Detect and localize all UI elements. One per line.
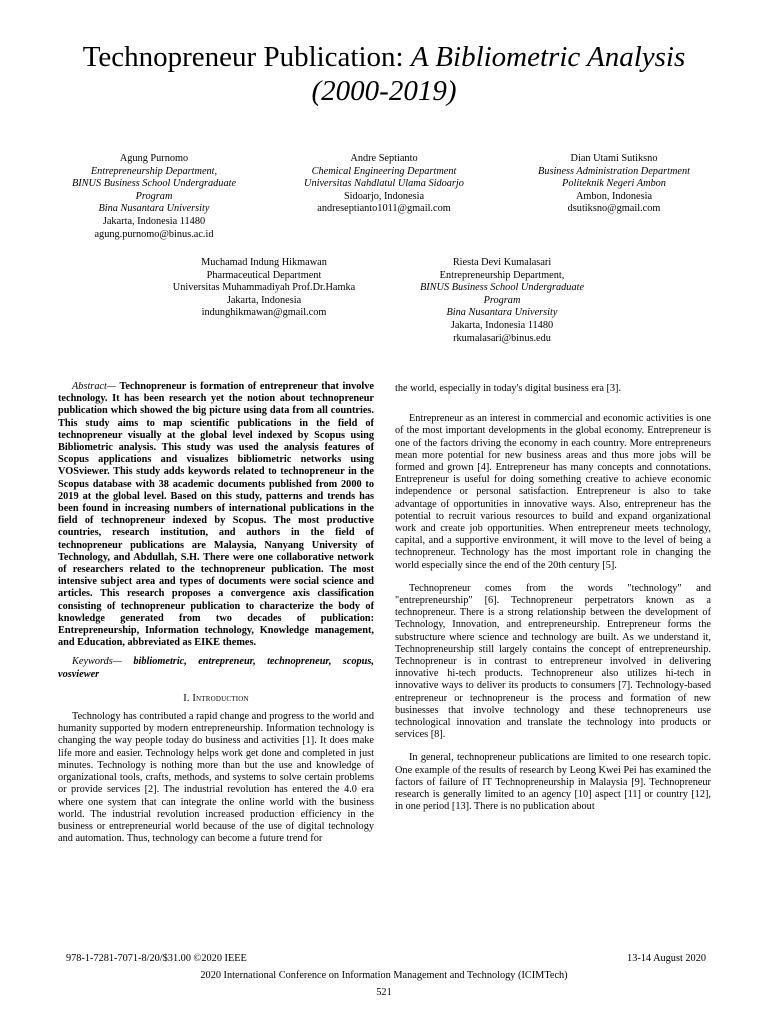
author-block — [30, 153, 278, 241]
author-name: Dian Utami Sutiksno — [570, 153, 658, 164]
paragraph: Technopreneur comes from the words "technology" and "entrepreneurship" [6]. Technopreneur perpetrators known as a technopreneur. There is a strong relationship between the development of Technology, Innovation, and entrepreneurship. Entrepreneur forms the substructure where science and technology are built. As we understand it, Technopreneurship still largely contains the concept of entrepreneurship. Technopreneur is in contrast to entrepreneur involved in delivering innovative hi-tech products. Technopreneur also utilizes hi-tech in innovative ways to deliver its products to consumers [7]. Technology-based entrepreneur or technopreneur is the process and formation of new businesses that involve technology and these technopreneurs use technological innovation and translate the technology into products or services [8]. — [395, 582, 711, 741]
author-organization: BINUS Business School Undergraduate — [71, 178, 237, 190]
author-name: Muchamad Indung Hikmawan — [201, 257, 327, 268]
page-number: 521 — [376, 987, 392, 998]
footer-date: 13-14 August 2020 — [627, 953, 706, 964]
author-department: Chemical Engineering Department — [311, 165, 457, 177]
left-column — [58, 381, 374, 845]
author-email: agung.purnomo@binus.ac.id — [94, 228, 214, 240]
title-italic-line2: (2000-2019) — [311, 75, 457, 107]
section-heading — [58, 693, 374, 705]
author-organization: BINUS Business School Undergraduate — [419, 282, 585, 294]
title-italic-line1: A Bibliometric Analysis — [410, 41, 686, 73]
author-department: Entrepreneurship Department, — [439, 269, 565, 281]
author-department: Entrepreneurship Department, — [90, 165, 218, 177]
paragraph: the world, especially in today's digital business era [3]. — [395, 383, 622, 394]
keywords — [58, 656, 374, 680]
paragraph: In general, technopreneur publications are limited to one research topic. One example of the results of research by Leong Kwei Pei has examined the factors of failure of IT Technopreneurship in Malaysia [9]. Technopreneur research is generally limited to an agency [10] aspect [11] or country [12], in one period [13]. There is no publication about — [395, 752, 711, 813]
author-name: Andre Septianto — [350, 153, 418, 164]
author-city: Jakarta, Indonesia 11480 — [102, 215, 206, 227]
right-column — [395, 383, 711, 814]
abstract-text: Technopreneur is formation of entrepreneur that involve technology. It has been research yet the notion about technopreneur publication which showed the big picture using data from all countries. This study aims to map scientific publications in the field of technopreneur visually at the global level indexed by Scopus using Bibliometric analysis. This study was used the analysis features of Scopus applications and visualizes bibliometric networks using VOSviewer. This study adds keywords related to technopreneur in the Scopus database with 38 academic documents published from 2000 to 2019 at the global level. Based on this study, patterns and trends has been found in increasing numbers of international publications in the field of technopreneur indexed by Scopus. The most productive countries, research institution, and authors in the field of technopreneur publications are Malaysia, Nanyang University of Technology, and Abdullah, S.H. There were one collaborative network of researchers related to the technopreneur publication. The most intensive subject area and types of documents were social science and articles. This research proposes a convergence axis classification consisting of technopreneur publication to characterize the body of knowledge generated from two decades of publication: Entrepreneurship, Information technology, Knowledge management, and Education, abbreviated as EIKE themes. — [58, 381, 374, 649]
abstract-label: Abstract— — [72, 381, 117, 392]
author-department: Business Administration Department — [538, 165, 690, 177]
author-block — [140, 257, 388, 320]
author-city: Jakarta, Indonesia — [226, 294, 302, 306]
author-organization: Universitas Nahdlatul Ulama Sidoarjo — [304, 178, 464, 190]
section-title: Introduction — [192, 692, 249, 704]
title-main: Technopreneur Publication: — [82, 41, 404, 73]
paragraph: Technology has contributed a rapid change and progress to the world and humanity supported by modern entrepreneurship. Information technology is changing the way people today do business and activities [1]. It does make life more and easier. Technology helps work get done and completed in just minutes. Technology is nothing more than but the use and knowledge of organizational tools, crafts, methods, and systems to solve certain problems or provide services [2]. The industrial revolution has entered the 4.0 era where one system that can integrate the online world with the business world. The industrial revolution increased production efficiency in the business or entrepreneurial world because of the use of digital technology and automation. Thus, technology can become a future trend for — [58, 711, 374, 845]
abstract — [58, 381, 374, 649]
author-organization: Program — [135, 190, 173, 202]
footer-isbn: 978-1-7281-7071-8/20/$31.00 ©2020 IEEE — [66, 953, 247, 964]
author-block — [260, 153, 508, 216]
author-organization: Bina Nusantara University — [98, 203, 210, 215]
paragraph: Entrepreneur as an interest in commercial and economic activities is one of the most important developments in the global economy. Entrepreneur is one of the factors driving the economy in each country. More entrepreneurs mean more potential for new business areas and thus more jobs will be formed and grown [4]. Entrepreneur has many concepts and connotations. Entrepreneur is useful for doing something creative to achieve economic independence or personal satisfaction. Entrepreneur is also to take advantage of opportunities in innovative ways. Also, entrepreneur has the potential to recruit various resources to build and expand organizational work and create job opportunities. When entrepreneur meets technology, capital, and a supportive environment, it will move to the level of being a technopreneur. Technology has the most important role in changing the world especially since the end of the 20th century [5]. — [395, 413, 711, 571]
author-block — [490, 153, 738, 216]
author-city: Sidoarjo, Indonesia — [343, 190, 425, 202]
author-department: Pharmaceutical Department — [206, 269, 322, 281]
author-organization: Bina Nusantara University — [446, 307, 558, 319]
author-name: Riesta Devi Kumalasari — [452, 257, 552, 268]
author-email: rkumalasari@binus.edu — [453, 332, 551, 344]
author-organization: Politeknik Negeri Ambon — [562, 178, 666, 190]
section-number: I. — [183, 692, 190, 704]
keywords-text: bibliometric, entrepreneur, technopreneur, scopus, vosviewer — [58, 656, 374, 680]
author-organization: Universitas Muhammadiyah Prof.Dr.Hamka — [172, 282, 356, 294]
paper-title — [30, 40, 738, 108]
author-name: Agung Purnomo — [119, 153, 189, 164]
author-email: andreseptianto1011@gmail.com — [317, 203, 451, 215]
keywords-label: Keywords— — [72, 656, 122, 668]
author-city: Ambon, Indonesia — [575, 190, 653, 202]
author-organization: Program — [483, 294, 521, 306]
author-block — [378, 257, 626, 345]
footer-conference: 2020 International Conference on Information Management and Technology (ICIMTech) — [200, 970, 568, 981]
author-city: Jakarta, Indonesia 11480 — [450, 319, 554, 331]
author-email: indunghikmawan@gmail.com — [201, 307, 327, 319]
author-email: dsutiksno@gmail.com — [567, 203, 661, 215]
